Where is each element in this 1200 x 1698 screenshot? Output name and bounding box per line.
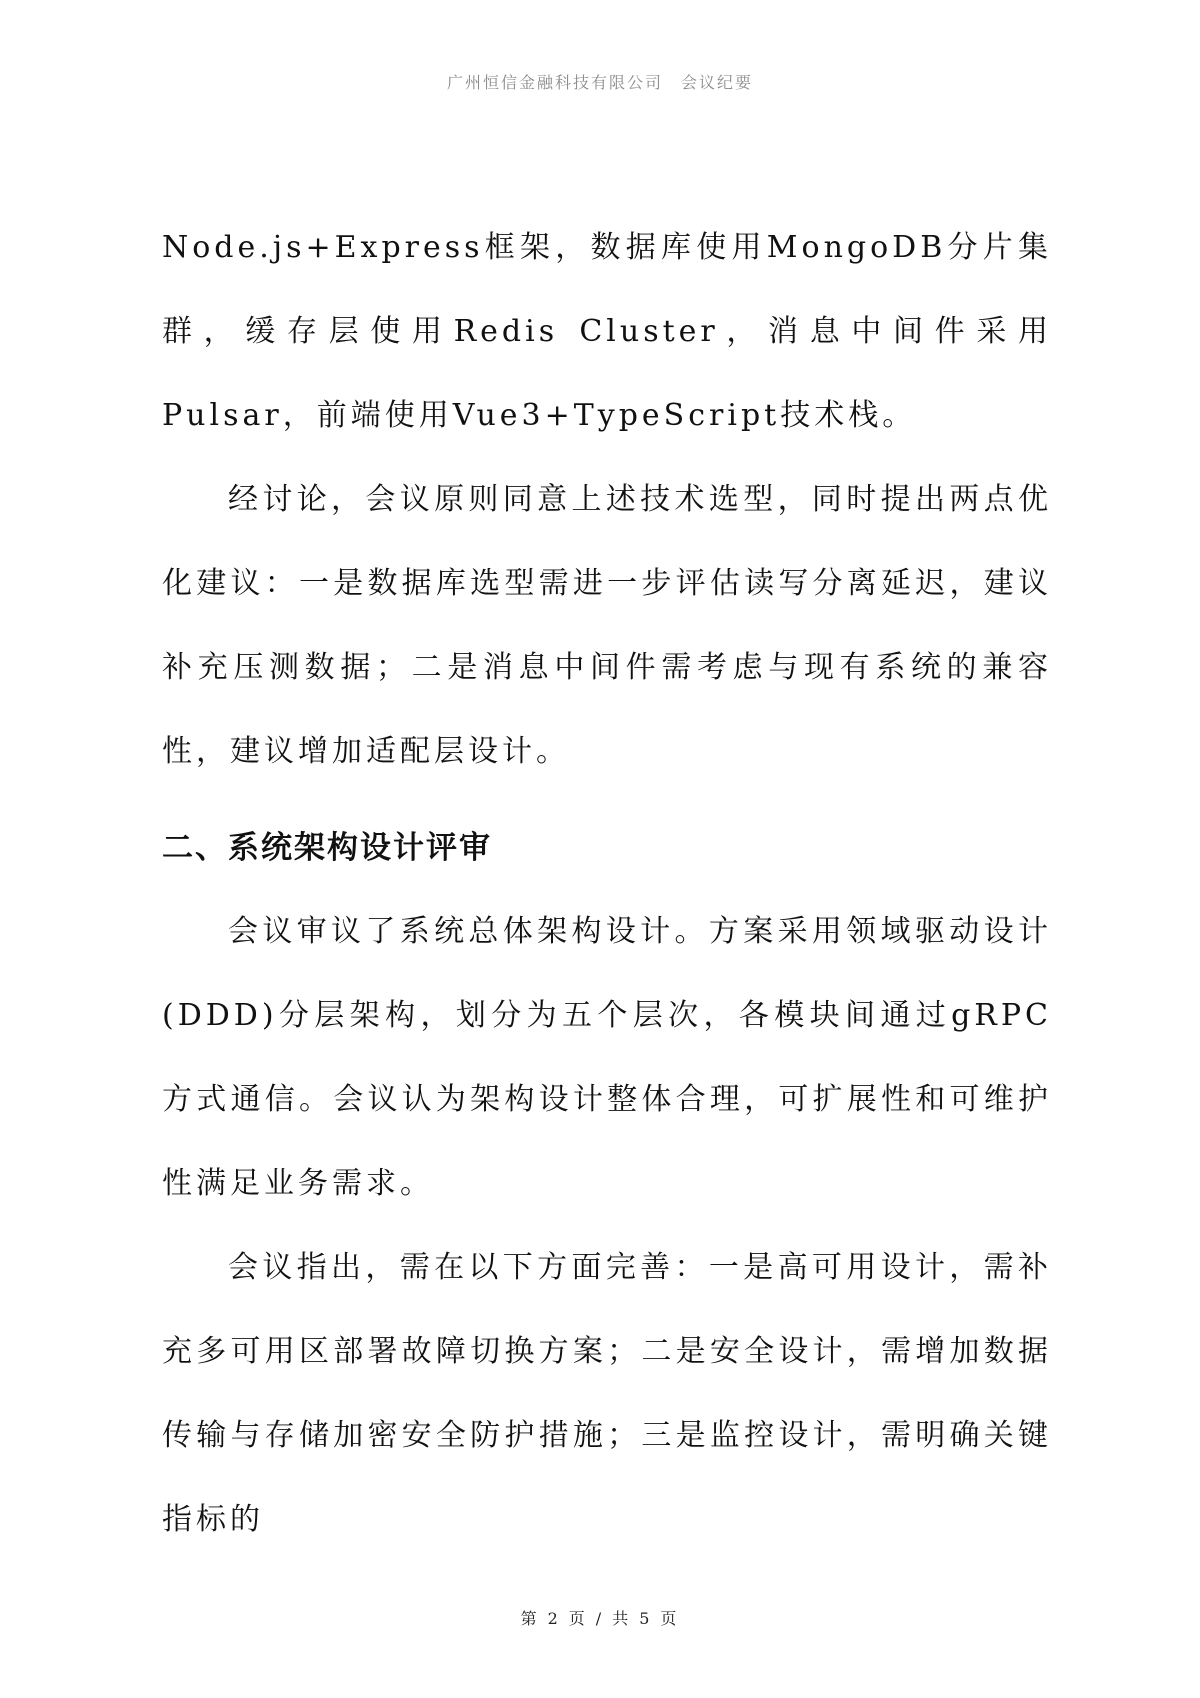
document-body bbox=[162, 206, 1052, 1562]
footer-total-prefix: 共 bbox=[612, 1609, 632, 1628]
page-footer bbox=[0, 1606, 1200, 1629]
page-header bbox=[0, 70, 1200, 93]
paragraph-improvements: 会议指出，需在以下方面完善：一是高可用设计，需补充多可用区部署故障切换方案；二是安全设计，需增加数据传输与存储加密安全防护措施；三是监控设计，需明确关键指标的 bbox=[162, 1250, 1052, 1537]
paragraph-architecture-review: 会议审议了系统总体架构设计。方案采用领域驱动设计(DDD)分层架构，划分为五个层次，各模块间通过gRPC方式通信。会议认为架构设计整体合理，可扩展性和可维护性满足业务需求。 bbox=[162, 914, 1052, 1201]
footer-page-number: 2 bbox=[547, 1609, 561, 1628]
footer-total-pages: 5 bbox=[639, 1609, 653, 1628]
paragraph-discussion: 经讨论，会议原则同意上述技术选型，同时提出两点优化建议：一是数据库选型需进一步评估读写分离延迟，建议补充压测数据；二是消息中间件需考虑与现有系统的兼容性，建议增加适配层设计。 bbox=[162, 482, 1052, 769]
footer-total-unit: 页 bbox=[660, 1609, 680, 1628]
footer-separator: / bbox=[595, 1609, 605, 1628]
header-doc-type: 会议纪要 bbox=[681, 73, 754, 92]
footer-page-unit: 页 bbox=[568, 1609, 588, 1628]
paragraph-tech-stack: Node.js+Express框架，数据库使用MongoDB分片集群，缓存层使用Redis Cluster，消息中间件采用Pulsar，前端使用Vue3+TypeScript技术栈。 bbox=[162, 230, 1052, 433]
section-heading: 二、系统架构设计评审 bbox=[162, 830, 492, 866]
footer-page-prefix: 第 bbox=[520, 1609, 540, 1628]
header-company: 广州恒信金融科技有限公司 bbox=[446, 73, 663, 92]
